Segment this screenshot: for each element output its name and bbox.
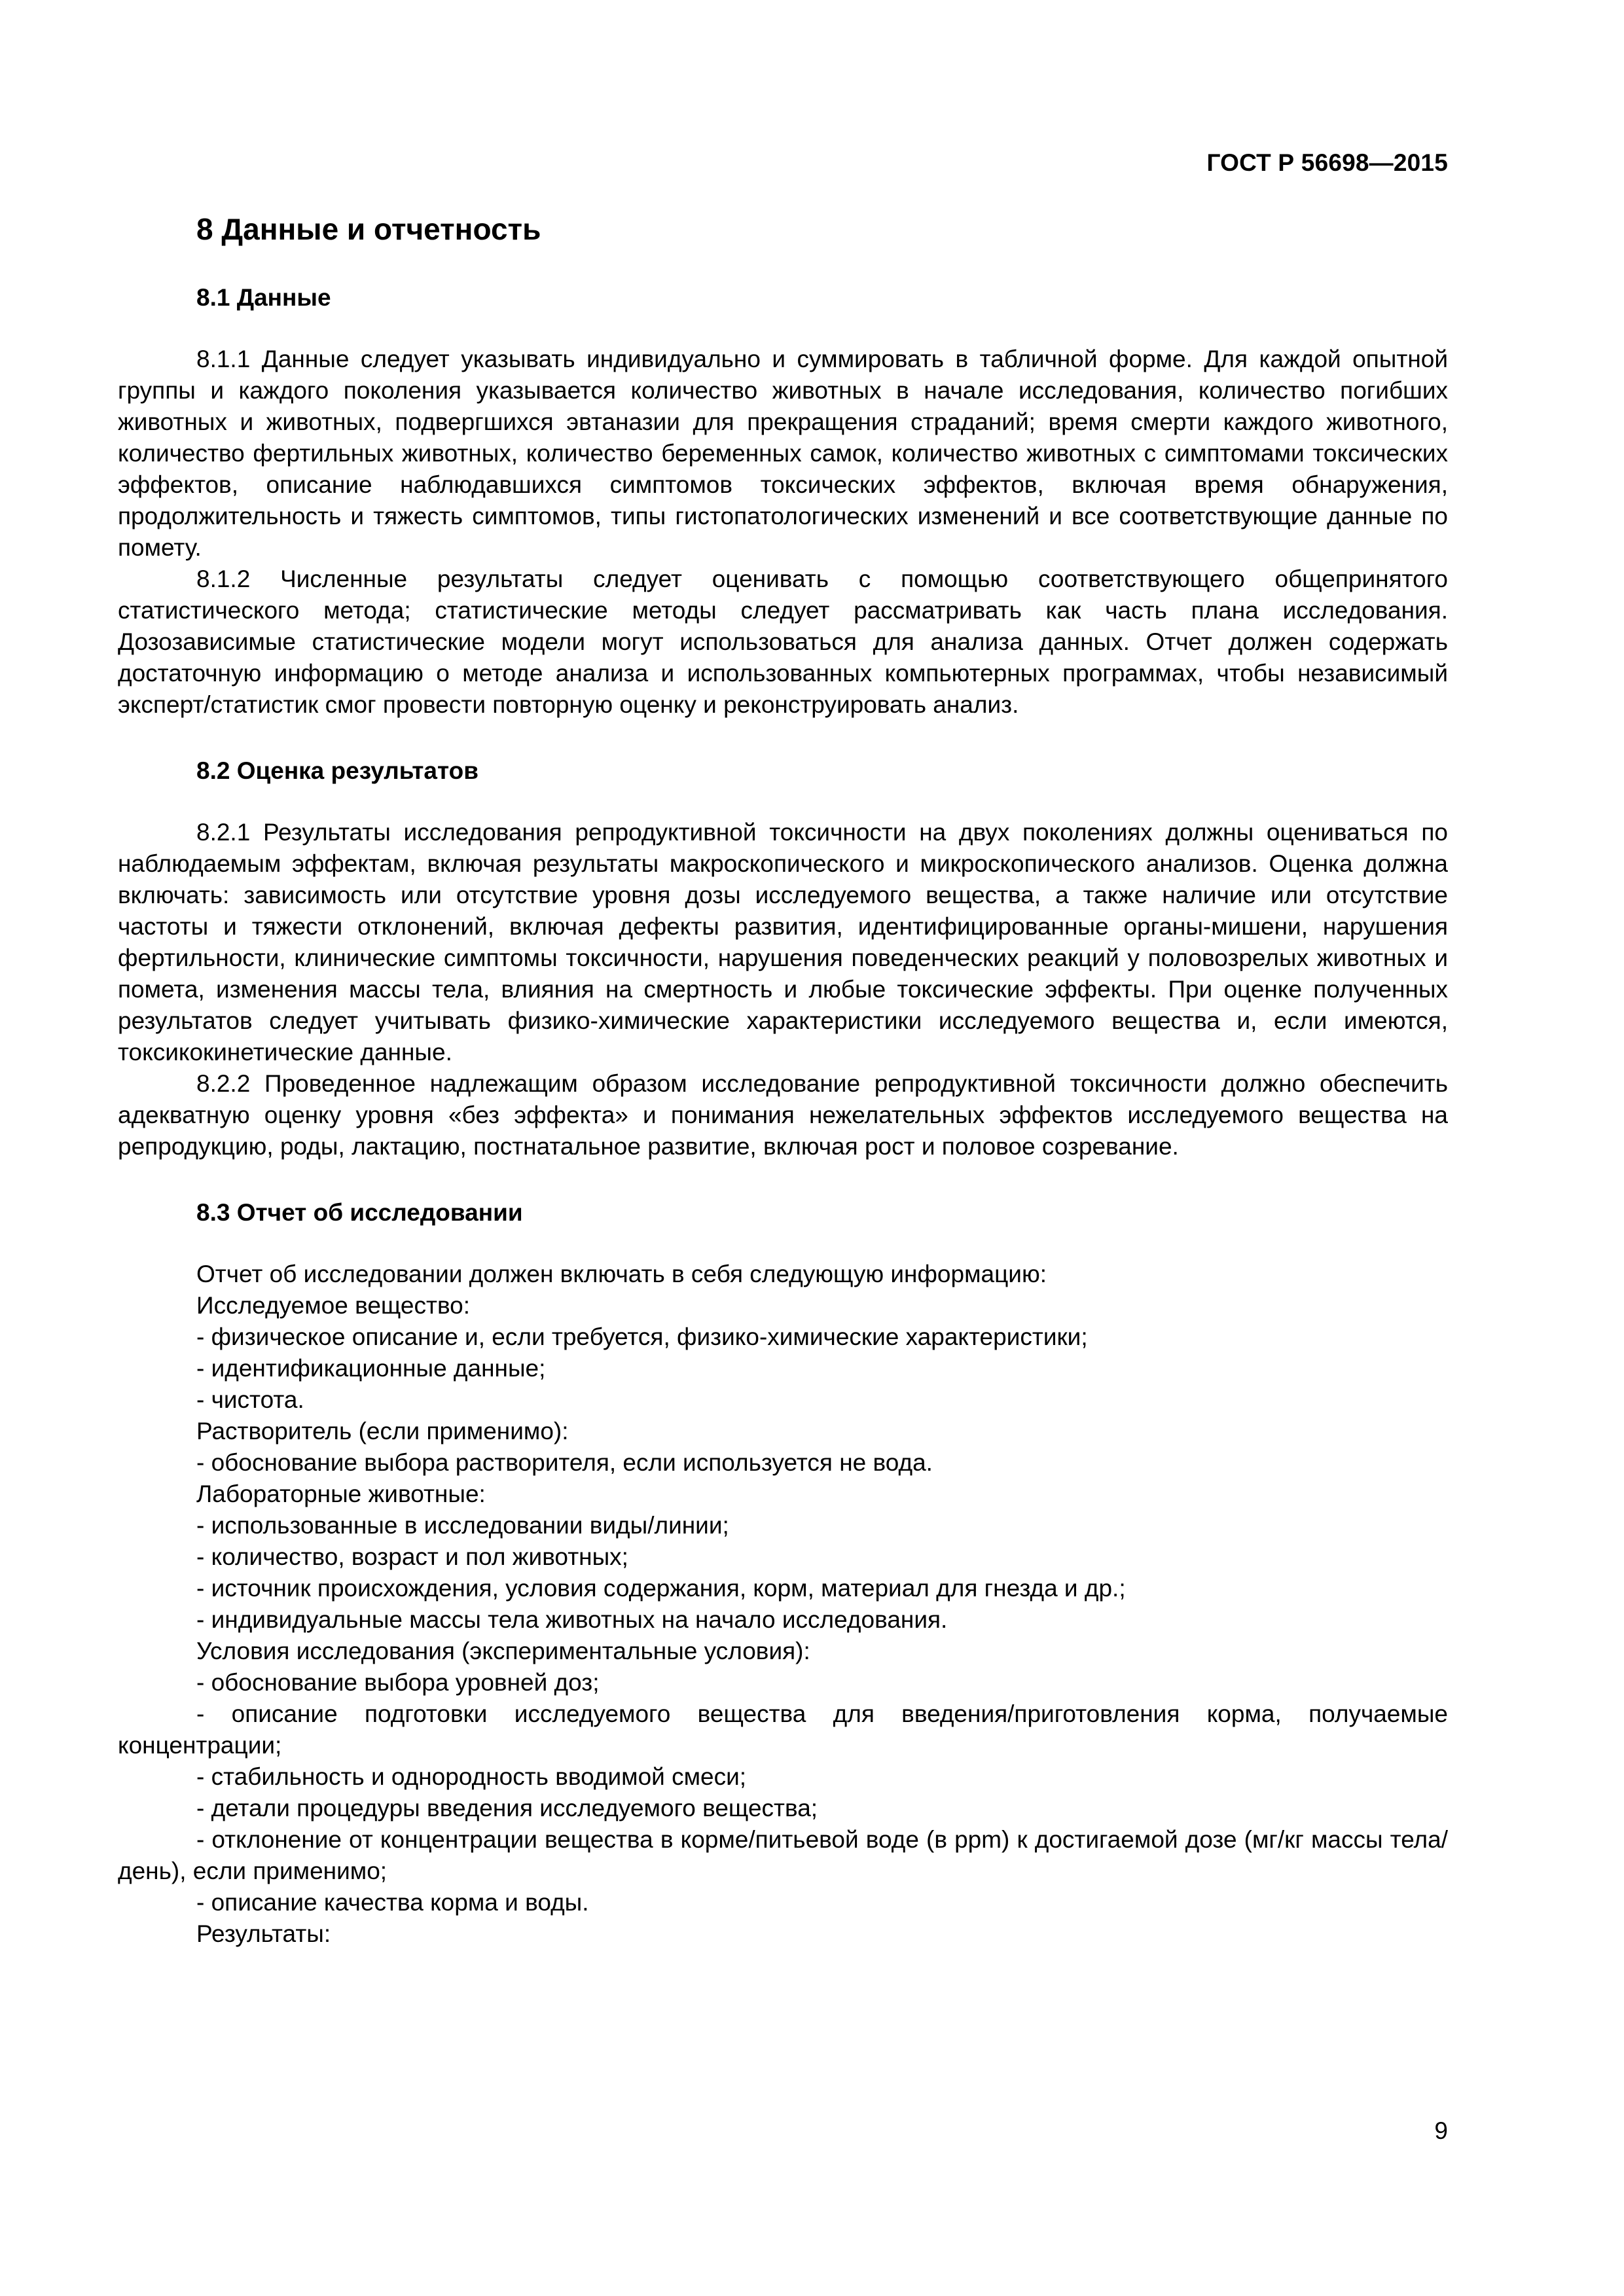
list-item: - индивидуальные массы тела животных на начало исследования.: [196, 1606, 948, 1633]
list-item: - физическое описание и, если требуется, физико-химические характеристики;: [196, 1323, 1088, 1350]
list-item: - использованные в исследовании виды/линии;: [196, 1512, 729, 1539]
document-page: [118, 0, 1448, 2296]
list-item: - чистота.: [196, 1386, 304, 1413]
list-item: - детали процедуры введения исследуемого вещества;: [196, 1795, 818, 1821]
paragraph-8-1-2: 8.1.2 Численные результаты следует оценивать с помощью соответствующего общепринятого статистического метода; статистические методы следует рассматривать как часть плана исследования. Дозозависимые статистические модели могут использоваться для анализа данных. Отчет должен содержать достаточную информацию о методе анализа и использованных компьютерных программах, чтобы независимый эксперт/статистик смог провести повторную оценку и реконструировать анализ.: [118, 565, 1448, 718]
report-requirements-list: [118, 1259, 1448, 1950]
subsection-title-8-1: 8.1 Данные: [196, 284, 331, 311]
document-code-header: ГОСТ Р 56698—2015: [1206, 149, 1448, 176]
list-item: - описание подготовки исследуемого вещества для введения/приготовления корма, получаемые концентрации;: [118, 1700, 1448, 1759]
list-item: - описание качества корма и воды.: [196, 1889, 589, 1916]
list-item: Отчет об исследовании должен включать в себя следующую информацию:: [196, 1261, 1047, 1287]
list-item: - идентификационные данные;: [196, 1355, 546, 1382]
section-title: 8 Данные и отчетность: [196, 212, 541, 246]
list-item: - источник происхождения, условия содержания, корм, материал для гнезда и др.;: [196, 1575, 1126, 1602]
list-item: Условия исследования (экспериментальные условия):: [196, 1638, 810, 1664]
list-item: - стабильность и однородность вводимой смеси;: [196, 1763, 747, 1790]
list-item: Лабораторные животные:: [196, 1480, 486, 1507]
list-item: - количество, возраст и пол животных;: [196, 1543, 628, 1570]
list-item: - отклонение от концентрации вещества в корме/питьевой воде (в ppm) к достигаемой дозе (мг/кг массы тела/день), если применимо;: [118, 1826, 1448, 1884]
list-item: Растворитель (если применимо):: [196, 1418, 569, 1444]
subsection-title-8-2: 8.2 Оценка результатов: [196, 757, 478, 784]
list-item: - обоснование выбора уровней доз;: [196, 1669, 600, 1696]
paragraph-8-2-2: 8.2.2 Проведенное надлежащим образом исследование репродуктивной токсичности должно обеспечить адекватную оценку уровня «без эффекта» и понимания нежелательных эффектов исследуемого вещества на репродукцию, роды, лактацию, постнатальное развитие, включая рост и половое созревание.: [118, 1070, 1448, 1160]
paragraph-8-2-1: 8.2.1 Результаты исследования репродуктивной токсичности на двух поколениях должны оцениваться по наблюдаемым эффектам, включая результаты макроскопического и микроскопического анализов. Оценка должна включать: зависимость или отсутствие уровня дозы исследуемого вещества, а также наличие или отсутствие частоты и тяжести отклонений, включая дефекты развития, идентифицированные органы-мишени, нарушения фертильности, клинические симптомы токсичности, нарушения поведенческих реакций у половозрелых животных и помета, изменения массы тела, влияния на смертность и любые токсические эффекты. При оценке полученных результатов следует учитывать физико-химические характеристики исследуемого вещества и, если имеются, токсикокинетические данные.: [118, 819, 1448, 1066]
list-item: Исследуемое вещество:: [196, 1292, 471, 1319]
page-content: [118, 209, 1448, 1950]
list-item: Результаты:: [196, 1920, 331, 1947]
paragraph-8-1-1: 8.1.1 Данные следует указывать индивидуально и суммировать в табличной форме. Для каждой опытной группы и каждого поколения указывается количество животных в начале исследования, количество погибших животных и животных, подвергшихся эвтаназии для прекращения страданий; время смерти каждого животного, количество фертильных животных, количество беременных самок, количество животных с симптомами токсических эффектов, описание наблюдавшихся симптомов токсических эффектов, включая время обнаружения, продолжительность и тяжесть симптомов, типы гистопатологических изменений и все соответствующие данные по помету.: [118, 346, 1448, 561]
subsection-title-8-3: 8.3 Отчет об исследовании: [196, 1199, 523, 1226]
page-number: 9: [1434, 2117, 1448, 2144]
list-item: - обоснование выбора растворителя, если используется не вода.: [196, 1449, 933, 1476]
